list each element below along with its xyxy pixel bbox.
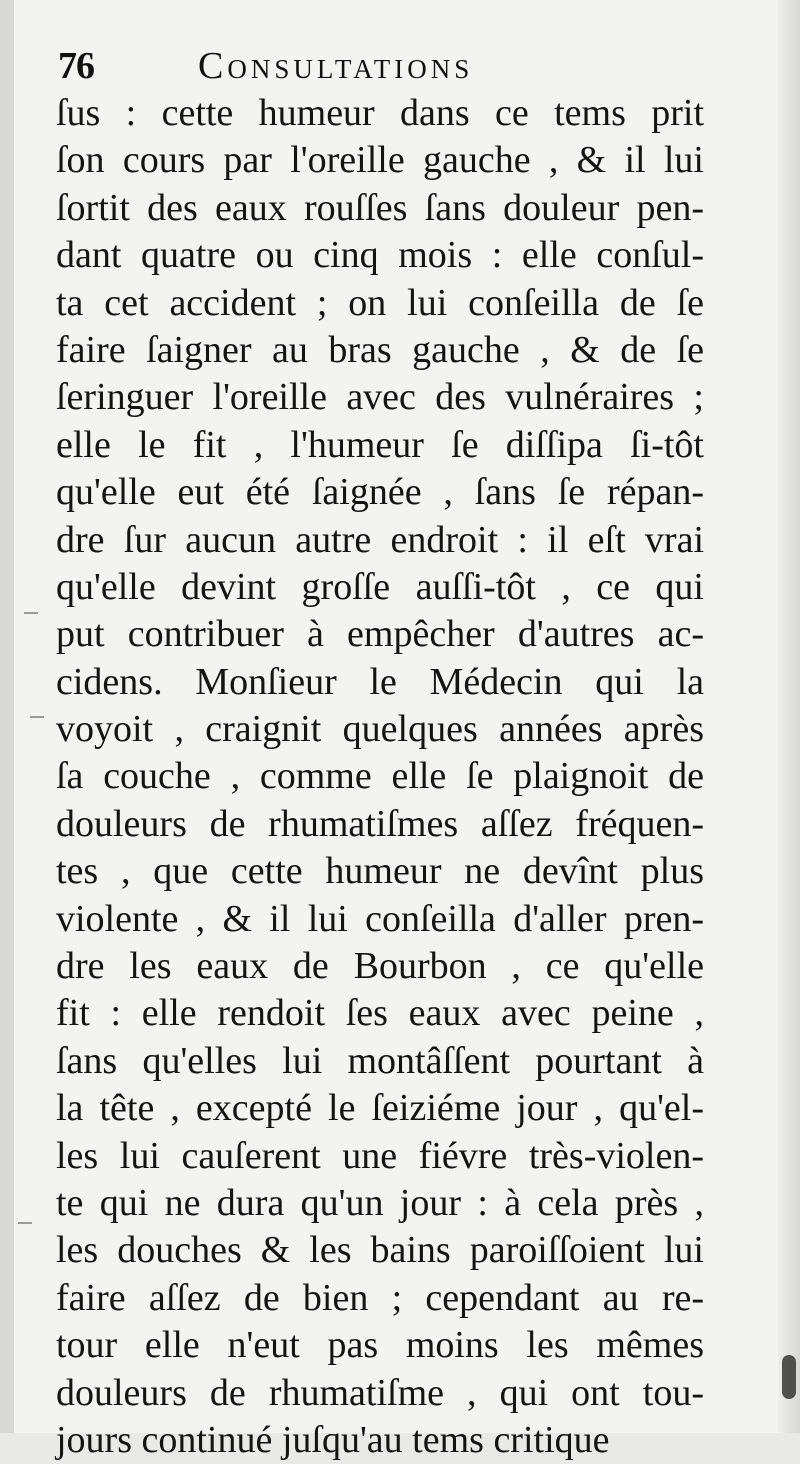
page-header (58, 40, 758, 92)
text-line: put contribuer à empêcher d'autres ac- (56, 613, 704, 656)
text-line: douleurs de rhumatiſmes aſſez fréquen- (56, 802, 704, 845)
text-line: dre les eaux de Bourbon , ce qu'elle (56, 945, 704, 988)
text-line: ſans qu'elles lui montâſſent pourtant à (56, 1039, 704, 1082)
text-line: violente , & il lui conſeilla d'aller pren- (56, 897, 704, 940)
running-head: Consultations (198, 45, 474, 87)
ink-smudge (782, 1355, 796, 1399)
margin-mark (30, 716, 44, 718)
text-line: qu'elle eut été ſaignée , ſans ſe répan- (56, 471, 704, 514)
margin-mark (24, 612, 38, 614)
text-line: ta cet accident ; on lui conſeilla de ſe (56, 281, 704, 324)
text-line: qu'elle devint groſſe auſſi-tôt , ce qui (56, 565, 704, 608)
text-line: ſeringuer l'oreille avec des vulnéraires ; (56, 376, 704, 419)
margin-mark (18, 1222, 32, 1224)
text-line: ſus : cette humeur dans ce tems prit (56, 92, 704, 134)
text-line: dre ſur aucun autre endroit : il eſt vrai (56, 518, 704, 561)
text-line: tes , que cette humeur ne devînt plus (56, 850, 704, 893)
page-number: 76 (58, 45, 94, 87)
text-line: jours continué juſqu'au tems critique (56, 1418, 610, 1461)
text-line: voyoit , craignit quelques années après (56, 708, 704, 751)
text-line: ſortit des eaux rouſſes ſans douleur pen- (56, 186, 704, 229)
body-text (56, 90, 704, 1464)
text-line: tour elle n'eut pas moins les mêmes (56, 1324, 704, 1367)
page-gutter (0, 0, 14, 1433)
text-line: faire ſaigner au bras gauche , & de ſe (56, 328, 704, 371)
text-line: ſa couche , comme elle ſe plaignoit de (56, 755, 704, 798)
text-line: faire aſſez de bien ; cependant au re- (56, 1276, 704, 1319)
text-line: douleurs de rhumatiſme , qui ont tou- (56, 1371, 704, 1414)
text-line: les lui cauſerent une fiévre très-violen- (56, 1134, 704, 1177)
text-line: elle le fit , l'humeur ſe diſſipa ſi-tôt (56, 423, 704, 466)
text-line: cidens. Monſieur le Médecin qui la (56, 660, 704, 703)
text-line: te qui ne dura qu'un jour : à cela près , (56, 1181, 704, 1224)
text-line: fit : elle rendoit ſes eaux avec peine , (56, 992, 704, 1035)
text-line: ſon cours par l'oreille gauche , & il lui (56, 139, 704, 182)
text-line: la tête , excepté le ſeiziéme jour , qu'el- (56, 1087, 704, 1130)
text-line: dant quatre ou cinq mois : elle conſul- (56, 234, 704, 277)
text-line: les douches & les bains paroiſſoient lui (56, 1229, 704, 1272)
page-edge-shadow (778, 0, 800, 1433)
